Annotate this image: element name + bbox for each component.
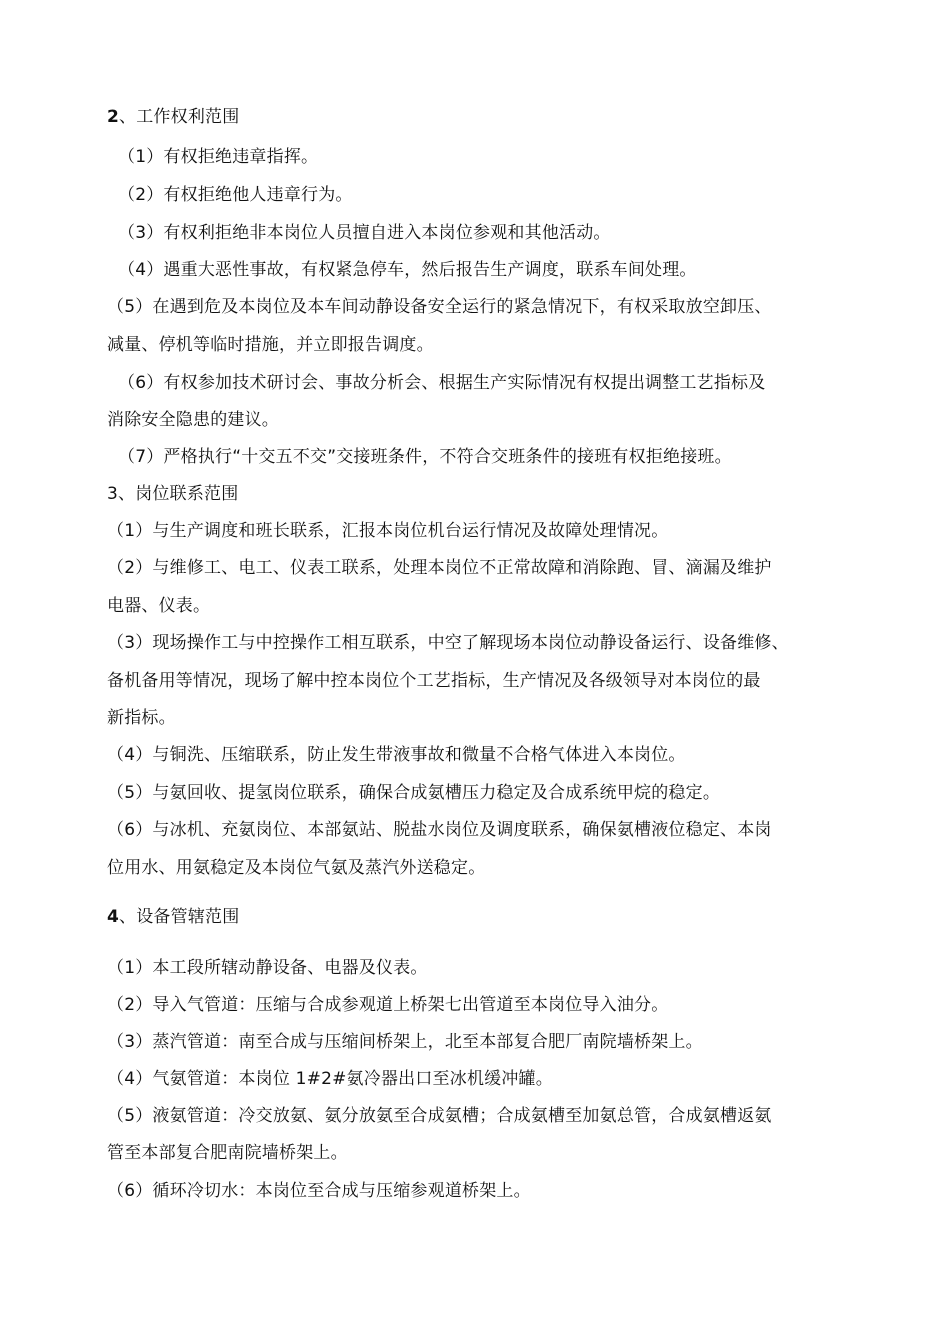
section-2-title: 、工作权利范围	[119, 107, 240, 127]
section-3-item-2: （2）与维修工、电工、仪表工联系，处理本岗位不正常故障和消除跑、冒、滴漏及维护	[107, 558, 772, 578]
section-2-item-6: （6）有权参加技术研讨会、事故分析会、根据生产实际情况有权提出调整工艺指标及	[118, 373, 766, 393]
section-3-item-6-cont: 位用水、用氨稳定及本岗位气氨及蒸汽外送稳定。	[107, 858, 486, 878]
section-2-item-5-cont: 减量、停机等临时措施，并立即报告调度。	[107, 335, 434, 355]
section-3-item-3: （3）现场操作工与中控操作工相互联系，中空了解现场本岗位动静设备运行、设备维修、	[107, 633, 789, 653]
section-2-item-1: （1）有权拒绝违章指挥。	[118, 147, 319, 167]
section-2-item-5: （5）在遇到危及本岗位及本车间动静设备安全运行的紧急情况下，有权采取放空卸压、	[107, 297, 772, 317]
section-4-item-1: （1）本工段所辖动静设备、电器及仪表。	[107, 958, 428, 978]
section-3-heading: 3、岗位联系范围	[107, 484, 239, 504]
section-3-item-5: （5）与氨回收、提氢岗位联系，确保合成氨槽压力稳定及合成系统甲烷的稳定。	[107, 783, 721, 803]
section-3-item-4: （4）与铜洗、压缩联系，防止发生带液事故和微量不合格气体进入本岗位。	[107, 745, 686, 765]
section-4-item-3: （3）蒸汽管道：南至合成与压缩间桥架上，北至本部复合肥厂南院墙桥架上。	[107, 1032, 703, 1052]
section-2-item-2: （2）有权拒绝他人违章行为。	[118, 185, 353, 205]
section-3-item-1: （1）与生产调度和班长联系，汇报本岗位机台运行情况及故障处理情况。	[107, 521, 669, 541]
section-2-item-7: （7）严格执行“十交五不交”交接班条件，不符合交班条件的接班有权拒绝接班。	[118, 447, 732, 467]
section-4-heading	[107, 906, 239, 928]
section-3-item-3-cont: 备机备用等情况，现场了解中控本岗位个工艺指标，生产情况及各级领导对本岗位的最	[107, 671, 761, 691]
section-4-item-6: （6）循环冷切水：本岗位至合成与压缩参观道桥架上。	[107, 1181, 531, 1201]
section-4-item-5-cont: 管至本部复合肥南院墙桥架上。	[107, 1143, 348, 1163]
section-4-item-5: （5）液氨管道：冷交放氨、氨分放氨至合成氨槽；合成氨槽至加氨总管，合成氨槽返氨	[107, 1106, 772, 1126]
section-4-number: 4	[107, 907, 120, 927]
section-2-number: 2	[107, 107, 120, 127]
section-2-heading	[107, 106, 239, 128]
section-3-item-3-cont2: 新指标。	[107, 708, 176, 728]
section-3-item-6: （6）与冰机、充氨岗位、本部氨站、脱盐水岗位及调度联系，确保氨槽液位稳定、本岗	[107, 820, 772, 840]
section-2-item-3: （3）有权利拒绝非本岗位人员擅自进入本岗位参观和其他活动。	[118, 223, 611, 243]
section-2-item-6-cont: 消除安全隐患的建议。	[107, 410, 279, 430]
section-3-item-2-cont: 电器、仪表。	[107, 596, 211, 616]
section-2-item-4: （4）遇重大恶性事故，有权紧急停车，然后报告生产调度，联系车间处理。	[118, 260, 697, 280]
section-4-item-2: （2）导入气管道：压缩与合成参观道上桥架七出管道至本岗位导入油分。	[107, 995, 669, 1015]
section-4-item-4: （4）气氨管道：本岗位 1#2#氨冷器出口至冰机缓冲罐。	[107, 1069, 553, 1089]
section-4-title: 、设备管辖范围	[119, 907, 240, 927]
